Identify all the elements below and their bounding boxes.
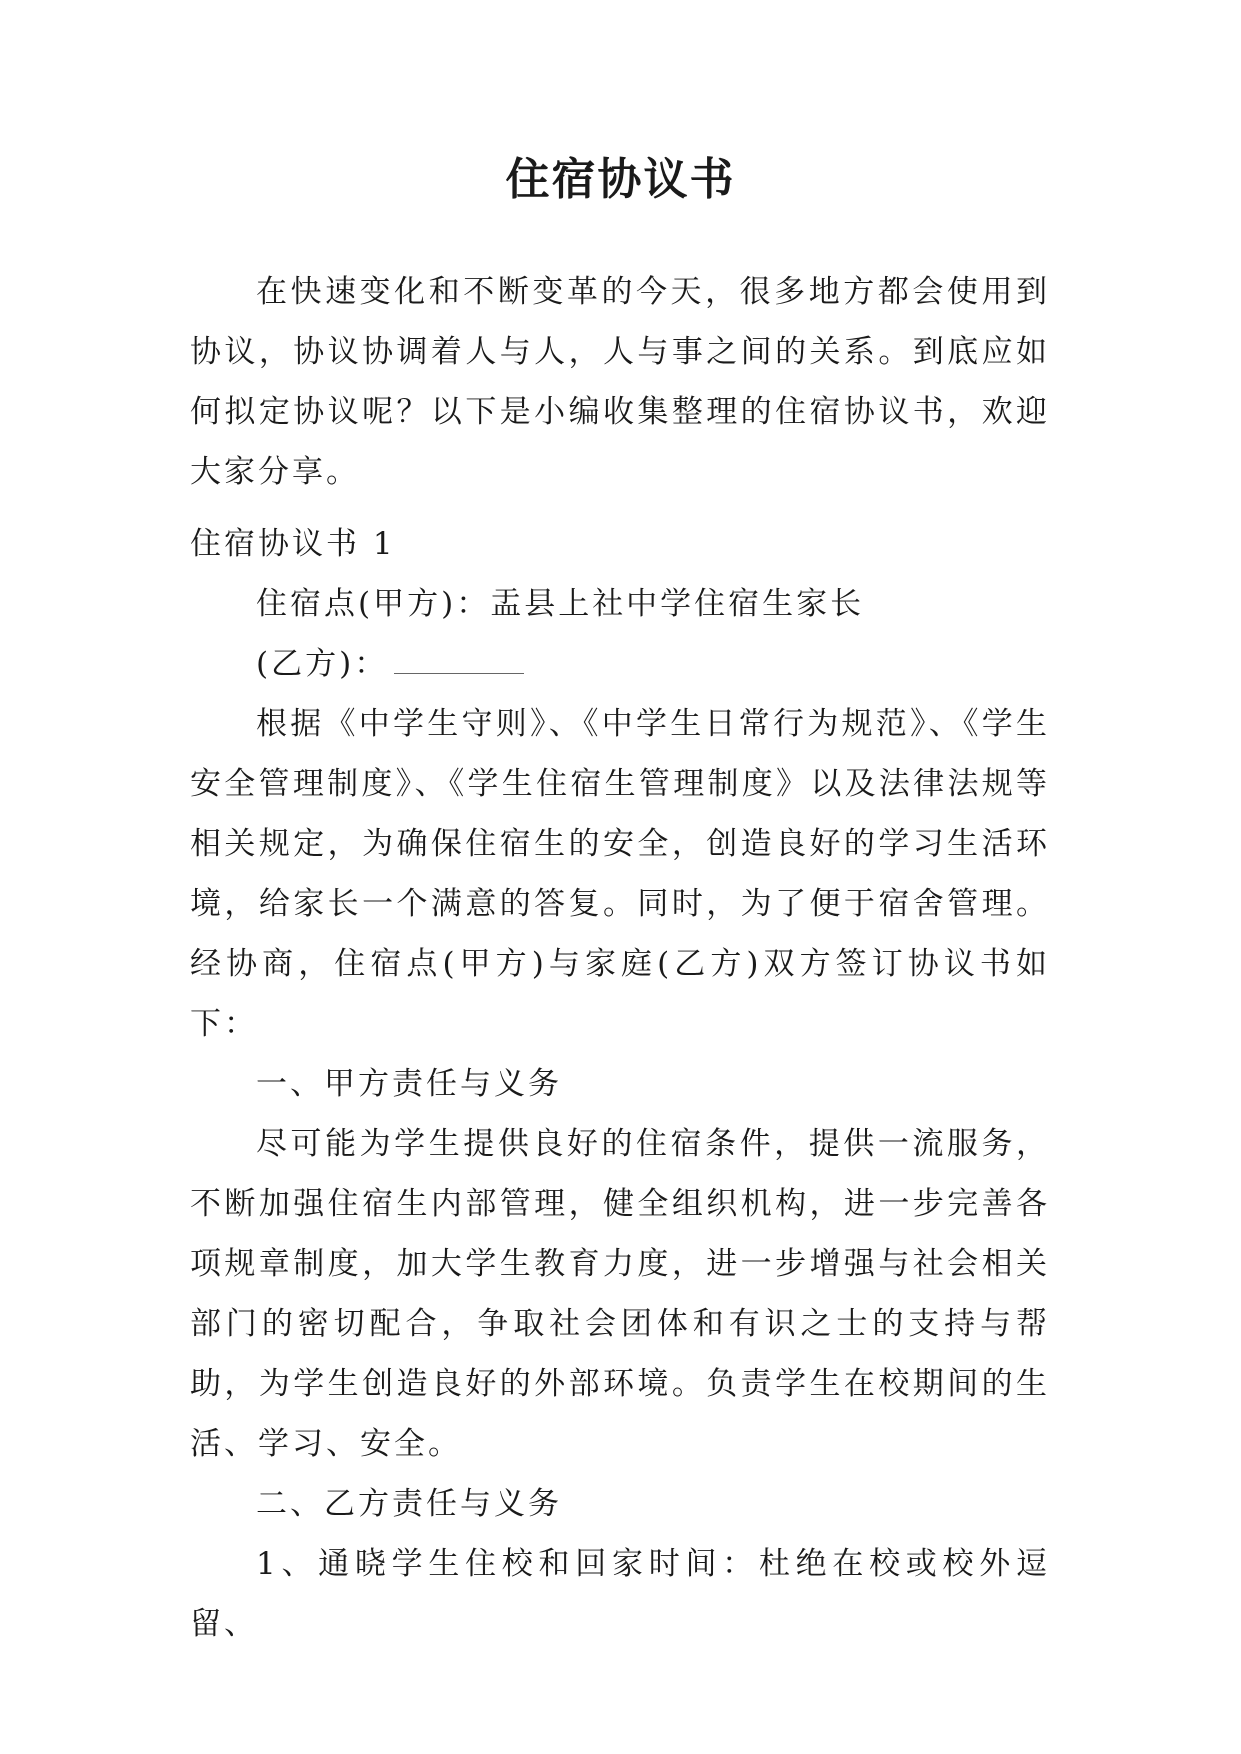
document-title: 住宿协议书: [505, 154, 736, 205]
party-b-blank: [394, 651, 524, 674]
clause-one-heading: 一、甲方责任与义务: [256, 1066, 562, 1102]
party-b-label: (乙方)：: [256, 646, 389, 682]
section-heading: 住宿协议书 1: [190, 526, 396, 562]
party-a-line: 住宿点(甲方)：盂县上社中学住宿生家长: [256, 586, 865, 622]
clause-one-paragraph: 尽可能为学生提供良好的住宿条件，提供一流服务，不断加强住宿生内部管理，健全组织机构，进一步完善各项规章制度，加大学生教育力度，进一步增强与社会相关部门的密切配合，争取社会团体和有识之士的支持与帮助，为学生创造良好的外部环境。负责学生在校期间的生活、学习、安全。: [190, 1126, 1050, 1462]
intro-block: [190, 262, 1050, 502]
party-b-line: [190, 634, 1050, 694]
agreement-body: [190, 514, 1050, 1654]
clause-two-item-1: 1、通晓学生住校和回家时间：杜绝在校或校外逗留、: [190, 1546, 1050, 1642]
clause-two-heading: 二、乙方责任与义务: [256, 1486, 562, 1522]
basis-paragraph: 根据《中学生守则》、《中学生日常行为规范》、《学生安全管理制度》、《学生住宿生管理制度》以及法律法规等相关规定，为确保住宿生的安全，创造良好的学习生活环境，给家长一个满意的答复。同时，为了便于宿舍管理。经协商，住宿点(甲方)与家庭(乙方)双方签订协议书如下：: [190, 706, 1050, 1042]
intro-paragraph: 在快速变化和不断变革的今天，很多地方都会使用到协议，协议协调着人与人，人与事之间的关系。到底应如何拟定协议呢？以下是小编收集整理的住宿协议书，欢迎大家分享。: [190, 274, 1050, 490]
